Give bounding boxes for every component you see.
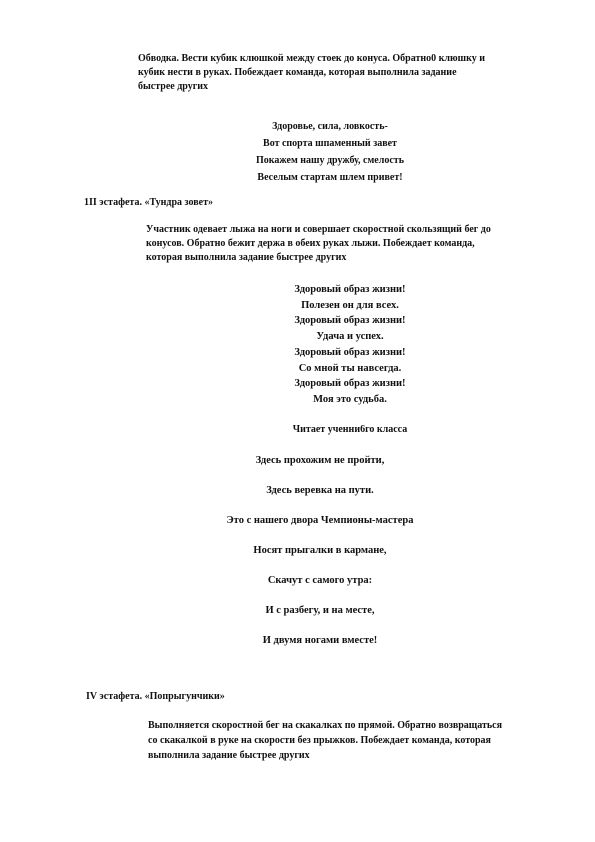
relay-4-description xyxy=(148,718,548,763)
poem-2-line: Здоровый образ жизни! xyxy=(294,346,406,358)
relay-4-heading: IV эстафета. «Попрыгунчики» xyxy=(86,691,225,702)
relay-3-heading: 1II эстафета. «Тундра зовет» xyxy=(84,197,213,208)
poem-2-line: Здоровый образ жизни! xyxy=(294,315,406,327)
poem-1-line: Веселым стартам шлем привет! xyxy=(257,172,403,183)
relay-4-line-1: Выполняется скоростной бег на скакалках по прямой. Обратно возвращаться xyxy=(148,720,503,731)
poem-3-line: Здесь прохожим не пройти, xyxy=(255,455,385,466)
relay-4-line-3: выполнила задание быстрее других xyxy=(148,750,310,761)
poem-3-line: Скачут с самого утра: xyxy=(267,575,373,586)
poem-2-line: Моя это судьба. xyxy=(313,393,387,405)
relay-3-line-1: Участник одевает лыжа на ноги и совершает скоростной скользящий бег до xyxy=(146,224,491,235)
relay-2-line-3: быстрее других xyxy=(138,81,209,92)
poem-2-line: Здоровый образ жизни! xyxy=(294,284,406,295)
poem-3-line: Носят прыгалки в кармане, xyxy=(253,545,387,556)
relay-3-line-3: которая выполнила задание быстрее других xyxy=(146,252,347,263)
poem-1 xyxy=(180,118,480,186)
poem-3 xyxy=(170,454,470,664)
poem-2 xyxy=(200,282,500,408)
poem-3-line: Здесь веревка на пути. xyxy=(266,485,374,496)
relay-4-line-2: со скакалкой в руке на скорости без прыжков. Побеждает команда, которая xyxy=(148,735,491,746)
poem-2-line: Удача и успех. xyxy=(316,331,384,343)
poem-2-line: Здоровый образ жизни! xyxy=(294,378,406,390)
poem-1-line: Здоровье, сила, ловкость- xyxy=(272,121,388,132)
relay-3-description xyxy=(146,223,554,265)
poem-3-line: Это с нашего двора Чемпионы-мастера xyxy=(226,515,414,526)
reader-note: Читает ученни6го класса xyxy=(292,424,408,435)
poem-1-line: Покажем нашу дружбу, смелость xyxy=(256,155,404,166)
relay-2-description xyxy=(138,52,554,94)
poem-1-line: Вот спорта шпаменный завет xyxy=(263,138,397,149)
poem-3-line: И с разбегу, и на месте, xyxy=(265,605,375,616)
relay-2-line-1: Обводка. Вести кубик клюшкой между стоек до конуса. Обратно0 клюшку и xyxy=(138,53,485,64)
relay-3-line-2: конусов. Обратно бежит держа в обеих руках лыжи. Побеждает команда, xyxy=(146,238,475,249)
poem-2-line: Со мной ты навсегда. xyxy=(298,362,402,374)
poem-2-line: Полезен он для всех. xyxy=(301,299,399,311)
relay-2-line-2: кубик нести в руках. Побеждает команда, которая выполнила задание xyxy=(138,67,457,78)
poem-3-line: И двумя ногами вместе! xyxy=(262,635,378,646)
